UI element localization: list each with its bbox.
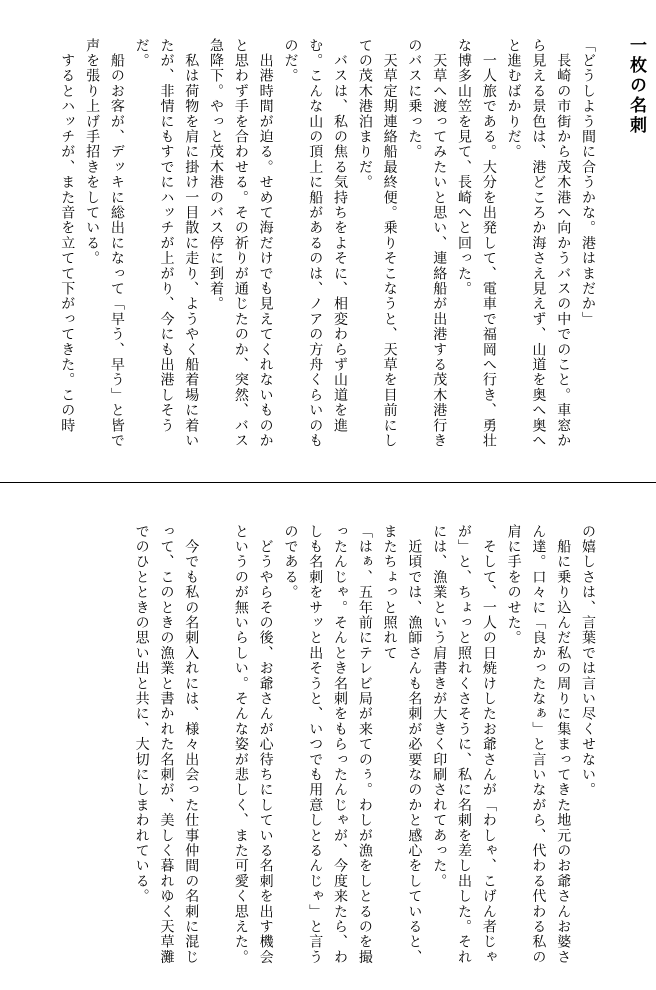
section-divider	[0, 482, 656, 483]
page-title: 一枚の名刺	[626, 36, 646, 136]
essay-text-lower: の嬉しさは、言葉では言い尽くせない。 船に乗り込んだ私の周りに集まってきた地元のお爺さんお婆さん達。口々に「良かったなぁ」と言いながら、代わる代わる私の肩に手をのせた。 そして、一人の日焼けしたお爺さんが「わしゃ、こげん者じゃが」と、ちょっと照れくさそうに、私に名刺を差し出した。それには、漁業という肩書きが大きく印刷されてあった。 近頃では、漁師さんも名刺が必要なのかと感心をしていると、またちょっと照れて 「はぁ、五年前にテレビ局が来てのぅ。わしが漁をしとるのを撮ったんじゃ。そんとき名刺をもらったんじゃが、今度来たら、わしも名刺をサッと出そうと、いつでも用意しとるんじゃ」と言うのである。 どうやらその後、お爺さんが心待ちにしている名刺を出す機会というのが無いらしい。そんな姿が悲しく、また可愛く思えた。 今でも私の名刺入れには、様々出会った仕事仲間の名刺に混じって、このときの漁業と書かれた名刺が、美しく暮れゆく天草灘でのひとときの思い出と共に、大切にしまわれている。	[133, 524, 596, 965]
essay-text-upper: 「どうしよう間に合うかな。港はまだか」 長崎の市街から茂木港へ向かうバスの中でのこと。車窓から見える景色は、港どころか海さえ見えず、山道を奥へ奥へと進むばかりだ。 一人旅である。大分を出発して、電車で福岡へ行き、勇壮な博多山笠を見て、長崎へと回った。 天草へ渡ってみたいと思い、連絡船が出港する茂木港行きのバスに乗った。 天草定期連絡船最終便。乗りそこなうと、天草を目前にしての茂木港泊まりだ。 バスは、私の焦る気持ちをよそに、相変わらず山道を進む。こんな山の頂上に船があるのは、ノアの方舟くらいのものだ。 出港時間が迫る。せめて海だけでも見えてくれないものかと思わず手を合わせる。その祈りが通じたのか、突然、バス急降下。やっと茂木港のバス停に到着。 私は荷物を肩に掛け一目散に走り、ようやく船着場に着いたが、非情にもすでにハッチが上がり、今にも出港しそうだ。 船のお客が、デッキに総出になって「早う、早う」と皆で声を張り上げ手招きをしている。 するとハッチが、また音を立てて下がってきた。この時	[59, 38, 596, 449]
